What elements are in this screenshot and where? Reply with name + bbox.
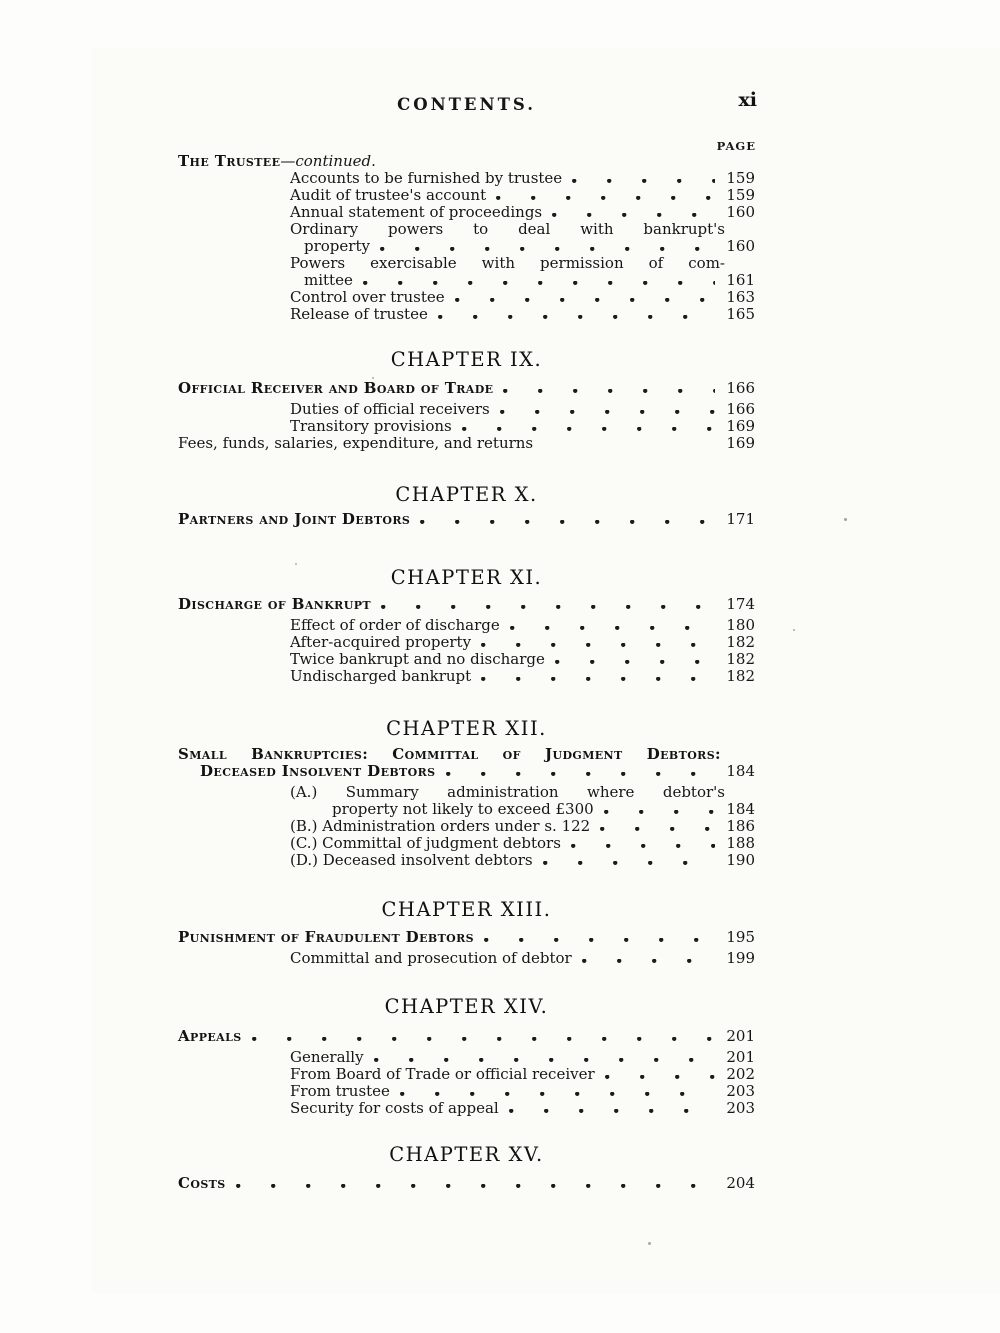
page-number: 166 bbox=[726, 379, 755, 397]
toc-entry-label: (B.) Administration orders under s. 122 bbox=[290, 817, 591, 835]
toc-entry-label: property bbox=[304, 237, 370, 255]
toc-entry bbox=[178, 801, 755, 818]
page-number: 160 bbox=[726, 237, 755, 255]
toc-entry-label: The Trustee bbox=[178, 152, 281, 170]
page-number: 180 bbox=[726, 616, 755, 634]
toc-entry-label: Transitory provisions bbox=[290, 417, 452, 435]
toc-entry bbox=[178, 170, 755, 187]
toc-entry-label: (C.) Committal of judgment debtors bbox=[290, 834, 561, 852]
leader-dots bbox=[605, 1075, 715, 1079]
leader-dots bbox=[571, 844, 715, 848]
leader-dots bbox=[509, 1109, 715, 1113]
toc-entry-label: From trustee bbox=[290, 1082, 390, 1100]
toc-entry bbox=[178, 634, 755, 651]
toc-entry bbox=[178, 1066, 755, 1083]
leader-dots bbox=[543, 861, 715, 865]
toc-entry-label: (D.) Deceased insolvent debtors bbox=[290, 851, 533, 869]
scan-speck bbox=[844, 518, 847, 521]
toc-entry bbox=[178, 272, 755, 289]
leader-dots bbox=[500, 410, 715, 414]
page-number: 159 bbox=[726, 186, 755, 204]
toc-entry bbox=[178, 289, 755, 306]
toc-entry bbox=[178, 852, 755, 869]
page-number: 188 bbox=[726, 834, 755, 852]
toc-entry-label: Costs bbox=[178, 1174, 226, 1192]
toc-entry-label: Control over trustee bbox=[290, 288, 445, 306]
scan-speck bbox=[372, 377, 374, 379]
toc-entry bbox=[178, 950, 755, 967]
leader-dots bbox=[462, 427, 715, 431]
page-column-label: PAGE bbox=[716, 139, 756, 153]
toc-entry bbox=[178, 204, 755, 221]
leader-dots bbox=[420, 520, 715, 524]
leader-dots bbox=[380, 247, 715, 251]
page-number: 166 bbox=[726, 400, 755, 418]
toc-entry bbox=[178, 784, 755, 801]
toc-entry-label: Deceased Insolvent Debtors bbox=[200, 762, 436, 780]
toc-entry-label: Small Bankruptcies: Committal of Judgment Debtors: bbox=[178, 745, 721, 763]
page-number: 169 bbox=[726, 434, 755, 452]
toc-rows bbox=[178, 153, 755, 1196]
toc-entry-label: Audit of trustee's account bbox=[290, 186, 487, 204]
toc-entry bbox=[178, 1028, 755, 1045]
toc-entry-label: Generally bbox=[290, 1048, 364, 1066]
toc-entry bbox=[178, 746, 755, 763]
page-number: 201 bbox=[726, 1048, 755, 1066]
toc-entry-label: Release of trustee bbox=[290, 305, 428, 323]
chapter-heading: CHAPTER XII. bbox=[386, 717, 547, 740]
toc-entry-label: Annual statement of proceedings bbox=[290, 203, 543, 221]
page-number: 202 bbox=[726, 1065, 755, 1083]
toc-entry-label: Security for costs of appeal bbox=[290, 1099, 499, 1117]
toc-entry-label: After-acquired property bbox=[290, 633, 472, 651]
toc-entry-label: Appeals bbox=[178, 1027, 242, 1045]
leader-dots bbox=[374, 1058, 715, 1062]
chapter-heading: CHAPTER IX. bbox=[390, 348, 543, 371]
leader-dots bbox=[252, 1037, 715, 1041]
contents-title: CONTENTS. bbox=[397, 95, 536, 114]
page-number: 204 bbox=[726, 1174, 755, 1192]
toc-entry bbox=[178, 818, 755, 835]
page-number: 169 bbox=[726, 417, 755, 435]
toc-entry bbox=[178, 306, 755, 323]
toc-entry-label: Undischarged bankrupt bbox=[290, 667, 472, 685]
toc-entry-label: Powers exercisable with permission of com- bbox=[290, 254, 725, 272]
toc-entry bbox=[178, 1175, 755, 1192]
toc-entry bbox=[178, 929, 755, 946]
chapter-heading: CHAPTER XIV. bbox=[384, 995, 549, 1018]
page-number: 182 bbox=[726, 650, 755, 668]
toc-entry-label: Partners and Joint Debtors bbox=[178, 510, 411, 528]
toc-entry bbox=[178, 651, 755, 668]
chapter-heading: CHAPTER XI. bbox=[390, 566, 543, 589]
leader-dots bbox=[381, 605, 715, 609]
toc-entry bbox=[178, 238, 755, 255]
scan-speck bbox=[793, 629, 795, 631]
leader-dots bbox=[555, 660, 715, 664]
leader-dots bbox=[481, 677, 715, 681]
scan-speck bbox=[648, 1242, 651, 1245]
toc-entry-label: mittee bbox=[304, 271, 353, 289]
continued-suffix: —continued. bbox=[280, 152, 376, 170]
toc-entry bbox=[178, 418, 755, 435]
leader-dots bbox=[503, 389, 715, 393]
toc-entry-label: Effect of order of discharge bbox=[290, 616, 500, 634]
leader-dots bbox=[552, 213, 715, 217]
toc-entry bbox=[178, 221, 755, 238]
toc-entry-label: Ordinary powers to deal with bankrupt's bbox=[290, 220, 725, 238]
leader-dots bbox=[484, 938, 715, 942]
toc-entry bbox=[178, 380, 755, 397]
leader-dots bbox=[510, 626, 715, 630]
chapter-heading: CHAPTER XIII. bbox=[381, 898, 552, 921]
toc-entry-label: Discharge of Bankrupt bbox=[178, 595, 371, 613]
page-number: 182 bbox=[726, 667, 755, 685]
folio-page-number: xi bbox=[738, 89, 757, 111]
page-number: 186 bbox=[726, 817, 755, 835]
toc-entry-label: Fees, funds, salaries, expenditure, and returns bbox=[178, 434, 534, 452]
toc-entry-label: property not likely to exceed £300 bbox=[332, 800, 594, 818]
leader-dots bbox=[496, 196, 715, 200]
leader-dots bbox=[582, 959, 715, 963]
leader-dots bbox=[446, 772, 715, 776]
toc-entry-label: From Board of Trade or official receiver bbox=[290, 1065, 595, 1083]
toc-entry-label: Punishment of Fraudulent Debtors bbox=[178, 928, 475, 946]
toc-entry-label: (A.) Summary administration where debtor's bbox=[290, 783, 725, 801]
page-number: 161 bbox=[726, 271, 755, 289]
scan-speck bbox=[295, 563, 297, 565]
toc-entry bbox=[178, 835, 755, 852]
page-number: 159 bbox=[726, 169, 755, 187]
toc-continued-heading bbox=[178, 153, 755, 170]
page-number: 160 bbox=[726, 203, 755, 221]
toc-entry bbox=[178, 596, 755, 613]
leader-dots bbox=[455, 298, 715, 302]
toc-entry-label: Accounts to be furnished by trustee bbox=[290, 169, 563, 187]
page-number: 163 bbox=[726, 288, 755, 306]
page-number: 174 bbox=[726, 595, 755, 613]
toc-entry-label: Committal and prosecution of debtor bbox=[290, 949, 572, 967]
leader-dots bbox=[236, 1184, 715, 1188]
toc-entry bbox=[178, 187, 755, 204]
page-number: 203 bbox=[726, 1099, 755, 1117]
toc-entry bbox=[178, 1049, 755, 1066]
toc-entry bbox=[178, 668, 755, 685]
toc-entry-label: Duties of official receivers bbox=[290, 400, 490, 418]
toc-entry bbox=[178, 1100, 755, 1117]
leader-dots bbox=[400, 1092, 715, 1096]
page-number: 199 bbox=[726, 949, 755, 967]
leader-dots bbox=[600, 827, 715, 831]
page-number: 184 bbox=[726, 800, 755, 818]
toc-entry bbox=[178, 255, 755, 272]
toc-entry bbox=[178, 1083, 755, 1100]
leader-dots bbox=[438, 315, 715, 319]
toc-entry bbox=[178, 435, 755, 452]
leader-dots bbox=[363, 281, 715, 285]
toc-entry-label: Official Receiver and Board of Trade bbox=[178, 379, 494, 397]
toc-entry bbox=[178, 617, 755, 634]
page-number: 190 bbox=[726, 851, 755, 869]
toc-entry bbox=[178, 511, 755, 528]
page-number: 165 bbox=[726, 305, 755, 323]
page-number: 182 bbox=[726, 633, 755, 651]
page-number: 203 bbox=[726, 1082, 755, 1100]
leader-dots bbox=[572, 179, 715, 183]
leader-dots bbox=[481, 643, 715, 647]
toc-entry bbox=[178, 763, 755, 780]
page-number: 171 bbox=[726, 510, 755, 528]
page-number: 195 bbox=[726, 928, 755, 946]
page-number: 201 bbox=[726, 1027, 755, 1045]
page-number: 184 bbox=[726, 762, 755, 780]
chapter-heading: CHAPTER XV. bbox=[389, 1143, 544, 1166]
chapter-heading: CHAPTER X. bbox=[395, 483, 538, 506]
toc-entry-label: Twice bankrupt and no discharge bbox=[290, 650, 545, 668]
leader-dots bbox=[604, 810, 715, 814]
toc-entry bbox=[178, 401, 755, 418]
